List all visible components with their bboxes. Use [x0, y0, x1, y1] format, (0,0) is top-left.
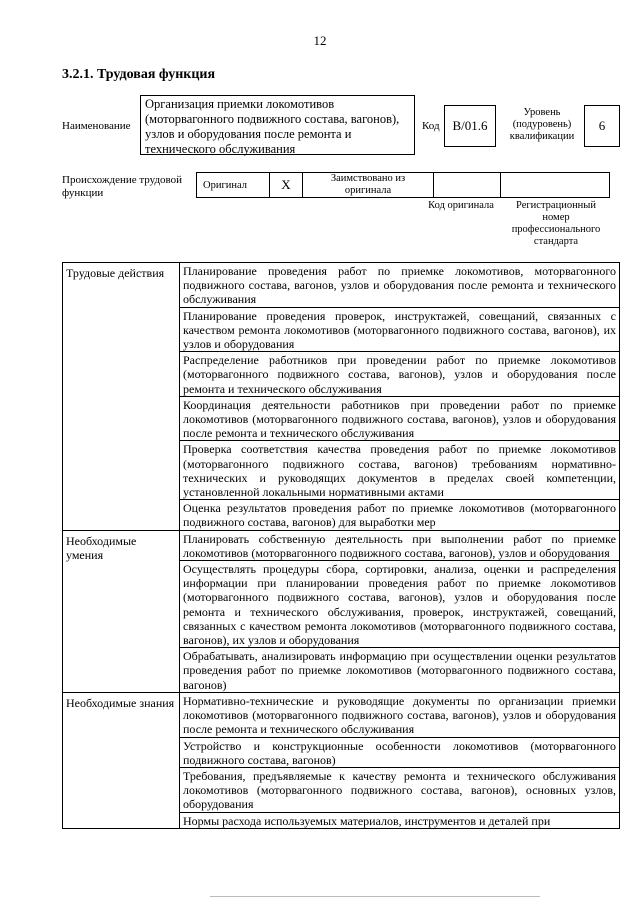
code-original-label: Код оригинала: [428, 200, 494, 211]
category-cell: Трудовые действия: [63, 263, 180, 531]
item-cell: Проверка соответствия качества проведения работ по приемке локомотивов (моторвагонного подвижного состава, вагонов) требованиям нормативно-технических и руководящих документов в пределах своей компетенции, установленной локальными нормативными актами: [180, 441, 620, 500]
item-cell: Нормативно-технические и руководящие документы по организации приемки локомотивов (моторвагонного подвижного состава, вагонов), узлов и оборудования после ремонта и технического обслуживания: [180, 692, 620, 737]
item-cell: Координация деятельности работников при проведении работ по приемке локомотивов (моторвагонного подвижного состава, вагонов), узлов и оборудования после ремонта и технического обслуживания: [180, 396, 620, 441]
item-cell: Требования, предъявляемые к качеству ремонта и технического обслуживания локомотивов (моторвагонного подвижного состава, вагонов), основных узлов, оборудования: [180, 767, 620, 812]
table-row: [63, 263, 620, 308]
item-cell: Обрабатывать, анализировать информацию при осуществлении оценки результатов проведения работ по приемке локомотивов (моторвагонного подвижного состава, вагонов): [180, 648, 620, 693]
category-cell: Необходимые знания: [63, 692, 180, 828]
item-cell: Оценка результатов проведения работ по приемке локомотивов (моторвагонного подвижного состава, вагонов) для выработки мер: [180, 500, 620, 530]
item-cell: Распределение работников при проведении работ по приемке локомотивов (моторвагонного подвижного состава, вагонов), узлов и оборудования после ремонта и технического обслуживания: [180, 352, 620, 397]
code-label: Код: [422, 120, 440, 132]
footer-line: [210, 896, 540, 897]
table-row: [63, 530, 620, 560]
item-cell: Планирование проведения проверок, инструктажей, совещаний, связанных с качеством ремонта локомотивов (моторвагонного подвижного состава, вагонов), их узлов и оборудования: [180, 307, 620, 352]
qualification-level-label: Уровень (подуровень) квалификации: [509, 107, 575, 142]
function-name: Организация приемки локомотивов (моторвагонного подвижного состава, вагонов), узлов и оборудования после ремонта и технического обслуживания: [140, 95, 415, 155]
reg-number-cell: [501, 173, 610, 198]
category-cell: Необходимые умения: [63, 530, 180, 692]
function-header: [62, 95, 620, 157]
item-cell: Устройство и конструкционные особенности локомотивов (моторвагонного подвижного состава, вагонов): [180, 737, 620, 767]
item-cell: Планирование проведения работ по приемке локомотивов, моторвагонного подвижного состава, вагонов, узлов и оборудования после ремонта и технического обслуживания: [180, 263, 620, 308]
page-number: 12: [313, 33, 327, 48]
item-cell: Планировать собственную деятельность при выполнении работ по приемке локомотивов (моторвагонного подвижного состава, вагонов), узлов и оборудования: [180, 530, 620, 560]
name-label: Наименование: [62, 120, 131, 132]
origin-table: [196, 172, 610, 198]
item-cell: Осуществлять процедуры сбора, сортировки, анализа, оценки и распределения информации при планировании проведения работ по приемке локомотивов (моторвагонного подвижного состава, вагонов), узлов и оборудования после ремонта и технического обслуживания, проверок, инструктажей, совещаний, связанных с качеством ремонта локомотивов (моторвагонного подвижного состава, вагонов), их узлов и оборудования: [180, 561, 620, 648]
item-cell: Нормы расхода используемых материалов, инструментов и деталей при: [180, 812, 620, 828]
function-code: В/01.6: [444, 105, 496, 147]
table-row: [63, 692, 620, 737]
borrowed-label: Заимствовано из оригинала: [303, 173, 434, 198]
original-label: Оригинал: [197, 173, 270, 198]
code-original-cell: [434, 173, 501, 198]
qualification-level: 6: [584, 105, 620, 147]
function-details-table: [62, 262, 620, 829]
origin-label: Происхождение трудовой функции: [62, 174, 183, 199]
section-title: 3.2.1. Трудовая функция: [62, 67, 216, 82]
reg-number-label: Регистрационный номер профессионального стандарта: [511, 200, 601, 247]
original-mark: X: [270, 173, 303, 198]
